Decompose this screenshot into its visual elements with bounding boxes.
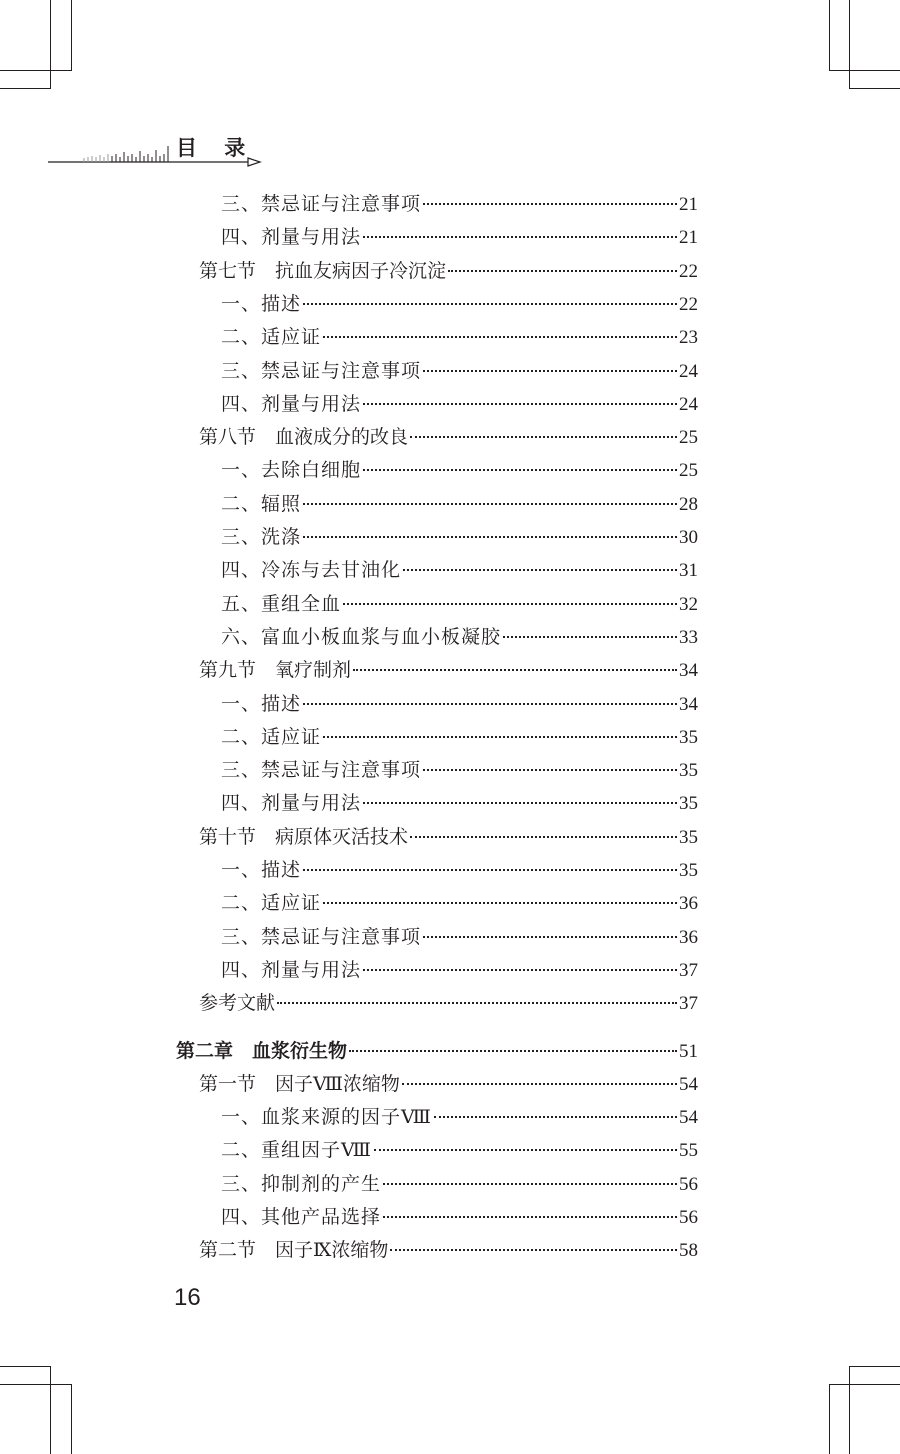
toc-entry[interactable] [221,554,698,587]
dot-leader [423,936,677,938]
toc-entry-label: 三、抑制剂的产生 [221,1172,382,1195]
dot-leader [343,603,677,605]
dot-leader [323,902,677,904]
toc-entry[interactable] [221,588,698,621]
toc-entry[interactable] [221,1134,698,1167]
toc-entry-page: 34 [679,693,698,715]
toc-entry-page: 25 [679,427,698,449]
crop-mark [829,1384,830,1454]
toc-entry-page: 58 [679,1240,698,1262]
dot-leader [303,303,677,305]
dot-leader [423,203,677,205]
dot-leader [410,436,677,438]
toc-entry-page: 56 [679,1173,698,1195]
toc-entry[interactable] [199,654,698,687]
crop-mark [849,88,900,89]
toc-entry[interactable] [221,1201,698,1234]
toc-entry-label: 第一节 因子Ⅷ浓缩物 [199,1072,400,1095]
dot-leader [363,469,677,471]
page-header [48,132,263,172]
toc-entry[interactable] [221,355,698,388]
toc-entry-page: 21 [679,227,698,249]
dot-leader [363,969,677,971]
toc-entry-page: 32 [679,593,698,615]
crop-mark [0,70,72,71]
dot-leader [383,1216,677,1218]
toc-entry-page: 25 [679,460,698,482]
toc-entry[interactable] [221,454,698,487]
crop-mark [71,0,72,70]
toc-entry-label: 一、描述 [221,692,302,715]
dot-leader [403,569,677,571]
toc-entry-label: 六、富血小板血浆与血小板凝胶 [221,625,502,648]
toc-entry[interactable] [221,688,698,721]
toc-entry-label: 五、重组全血 [221,592,342,615]
toc-entry-label: 第八节 血液成分的改良 [199,426,409,449]
toc-entry-page: 35 [679,793,698,815]
toc-entry-page: 55 [679,1140,698,1162]
dot-leader [303,869,677,871]
dot-leader [353,669,677,671]
toc-entry-label: 一、血浆来源的因子Ⅷ [221,1106,432,1129]
toc-entry-page: 36 [679,893,698,915]
dot-leader [303,536,677,538]
dot-leader [410,836,677,838]
dot-leader [277,1002,677,1004]
toc-entry-label: 三、禁忌证与注意事项 [221,925,422,948]
toc-entry[interactable] [199,987,698,1020]
toc-entry[interactable] [221,887,698,920]
dot-leader [363,802,677,804]
dot-leader [303,703,677,705]
toc-entry-label: 四、其他产品选择 [221,1206,382,1228]
toc-entry[interactable] [199,1234,698,1267]
toc-entry-page: 22 [679,260,698,282]
toc-entry-label: 二、重组因子Ⅷ [221,1139,372,1162]
toc-entry-label: 二、适应证 [221,725,322,748]
toc-entry-page: 35 [679,726,698,748]
crop-mark [0,88,51,89]
dot-leader [374,1149,677,1151]
toc-entry-label: 四、剂量与用法 [221,226,362,249]
crop-mark [0,1384,72,1385]
dot-leader [323,736,677,738]
toc-entry-label: 参考文献 [199,992,276,1015]
dot-leader [402,1083,677,1085]
toc-entry-page: 34 [679,660,698,682]
toc-entry-page: 24 [679,393,698,415]
crop-mark [0,1366,51,1367]
crop-mark [50,1366,51,1454]
crop-mark [71,1384,72,1454]
dot-leader [434,1116,677,1118]
toc-entry[interactable] [221,221,698,254]
toc-entry-label: 三、禁忌证与注意事项 [221,759,422,782]
toc-entry-label: 三、洗涤 [221,526,302,548]
toc-entry[interactable] [176,1035,698,1068]
toc-entry[interactable] [199,421,698,454]
toc-entry[interactable] [221,787,698,820]
toc-entry[interactable] [199,821,698,854]
dot-leader [363,236,677,238]
toc-entry[interactable] [221,954,698,987]
toc-entry-page: 37 [679,959,698,981]
toc-entry[interactable] [221,488,698,521]
toc-entry-label: 第九节 氧疗制剂 [199,659,352,682]
toc-entry-page: 31 [679,560,698,582]
toc-entry-label: 第二节 因子Ⅸ浓缩物 [199,1239,389,1262]
toc-entry[interactable] [221,321,698,354]
toc-entry-page: 23 [679,327,698,349]
toc-entry[interactable] [221,188,698,221]
dot-leader [448,270,677,272]
toc-entry[interactable] [221,1101,698,1134]
toc-entry[interactable] [221,288,698,321]
toc-entry-label: 三、禁忌证与注意事项 [221,193,422,215]
dot-leader [303,503,677,505]
toc-entry[interactable] [221,388,698,421]
crop-mark [50,0,51,88]
dot-leader [503,636,677,638]
toc-entry[interactable] [199,255,698,288]
dot-leader [423,769,677,771]
toc-entry-page: 30 [679,527,698,548]
toc-entry-label: 一、描述 [221,859,302,881]
toc-entry[interactable] [221,621,698,654]
toc-entry-page: 24 [679,360,698,382]
toc-entry-page: 35 [679,826,698,848]
crop-mark [849,1366,900,1367]
toc-entry-page: 56 [679,1207,698,1228]
crop-mark [829,1384,900,1385]
toc-entry-label: 第二章 血浆衍生物 [176,1039,348,1062]
toc-entry-page: 22 [679,293,698,315]
dot-leader [349,1050,677,1052]
toc-entry[interactable] [221,854,698,887]
toc-entry-label: 四、冷冻与去甘油化 [221,559,402,582]
crop-mark [829,0,830,70]
toc-entry-label: 四、剂量与用法 [221,958,362,981]
dot-leader [383,1183,677,1185]
crop-mark [849,0,850,88]
crop-mark [829,70,900,71]
toc-entry[interactable] [221,521,698,554]
toc-entry-page: 54 [679,1107,698,1129]
toc-entry[interactable] [221,921,698,954]
toc-entry-page: 21 [679,194,698,215]
toc-entry-page: 51 [679,1040,698,1062]
dot-leader [323,336,677,338]
toc-entry-page: 28 [679,493,698,515]
crop-mark [849,1366,850,1454]
toc-entry-label: 一、去除白细胞 [221,459,362,482]
dot-leader [363,403,677,405]
toc-entry-label: 四、剂量与用法 [221,392,362,415]
toc-entry-label: 一、描述 [221,292,302,315]
toc-entry-page: 54 [679,1073,698,1095]
page-title: 目 录 [176,136,256,160]
toc-entry-label: 三、禁忌证与注意事项 [221,359,422,382]
page-number: 16 [174,1284,201,1311]
toc-entry[interactable] [221,721,698,754]
toc-entry-label: 二、辐照 [221,492,302,515]
toc-entry-label: 二、适应证 [221,892,322,915]
toc-entry[interactable] [221,754,698,787]
toc-entry-page: 37 [679,993,698,1015]
toc-entry-label: 第七节 抗血友病因子冷沉淀 [199,259,447,282]
dot-leader [423,370,677,372]
toc-entry-page: 35 [679,860,698,881]
dot-leader [390,1249,677,1251]
toc-entry-label: 第十节 病原体灭活技术 [199,825,409,848]
toc-entry-label: 二、适应证 [221,326,322,349]
toc-entry-page: 33 [679,626,698,648]
toc-entry[interactable] [221,1168,698,1201]
toc-entry-page: 35 [679,760,698,782]
toc-entry-page: 36 [679,926,698,948]
toc-entry[interactable] [199,1068,698,1101]
toc-entry-label: 四、剂量与用法 [221,792,362,815]
